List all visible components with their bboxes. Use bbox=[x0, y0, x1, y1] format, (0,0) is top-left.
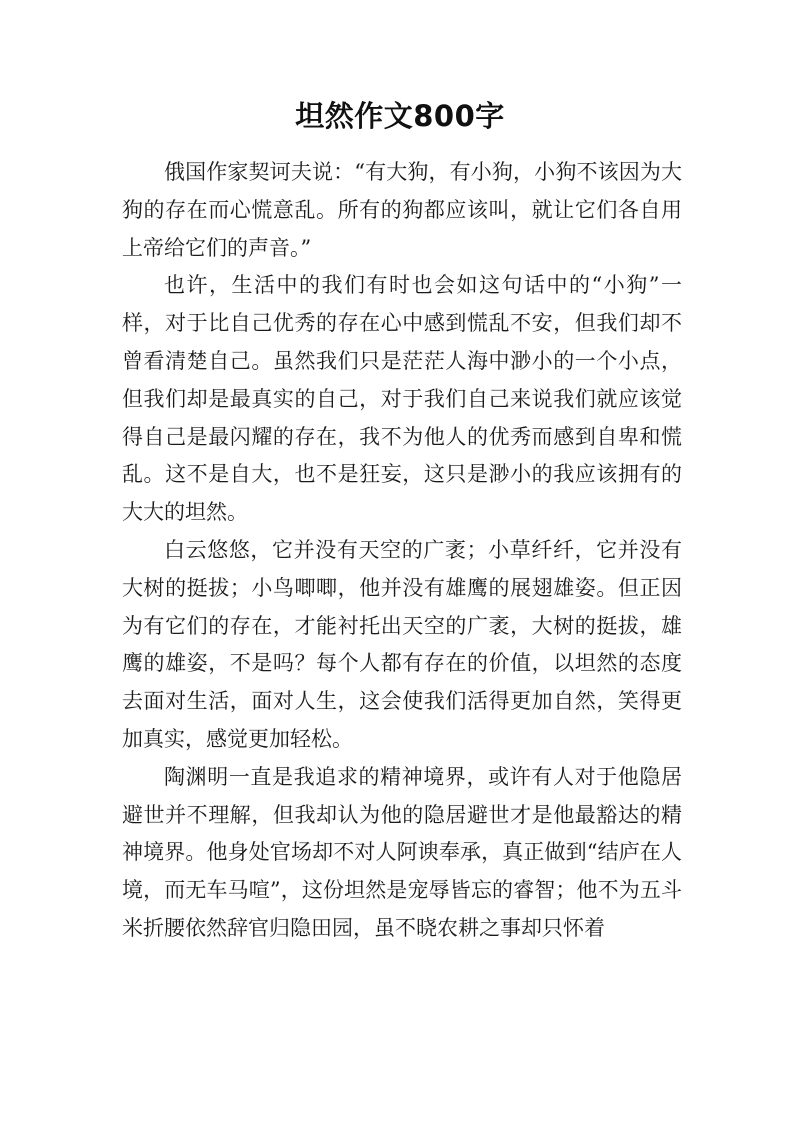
paragraph-1: 俄国作家契诃夫说：“有大狗，有小狗，小狗不该因为大狗的存在而心慌意乱。所有的狗都应该叫，就让它们各自用上帝给它们的声音。” bbox=[122, 160, 682, 260]
paragraph-2: 也许，生活中的我们有时也会如这句话中的“小狗”一样，对于比自己优秀的存在心中感到慌乱不安，但我们却不曾看清楚自己。虽然我们只是茫茫人海中渺小的一个小点，但我们却是最真实的自己，对于我们自己来说我们就应该觉得自己是最闪耀的存在，我不为他人的优秀而感到自卑和慌乱。这不是自大，也不是狂妄，这只是渺小的我应该拥有的大大的坦然。 bbox=[122, 273, 682, 525]
paragraph-3: 白云悠悠，它并没有天空的广袤；小草纤纤，它并没有大树的挺拔；小鸟唧唧，他并没有雄鹰的展翅雄姿。但正因为有它们的存在，才能衬托出天空的广袤，大树的挺拔，雄鹰的雄姿，不是吗？每个人都有存在的价值，以坦然的态度去面对生活，面对人生，这会使我们活得更加自然，笑得更加真实，感觉更加轻松。 bbox=[122, 537, 682, 751]
document-body bbox=[122, 154, 682, 948]
document-title: 坦然作文800字 bbox=[295, 99, 505, 133]
paragraph-4: 陶渊明一直是我追求的精神境界，或许有人对于他隐居避世并不理解，但我却认为他的隐居避世才是他最豁达的精神境界。他身处官场却不对人阿谀奉承，真正做到“结庐在人境，而无车马喧”，这份坦然是宠辱皆忘的睿智；他不为五斗米折腰依然辞官归隐田园，虽不晓农耕之事却只怀着 bbox=[122, 764, 682, 940]
